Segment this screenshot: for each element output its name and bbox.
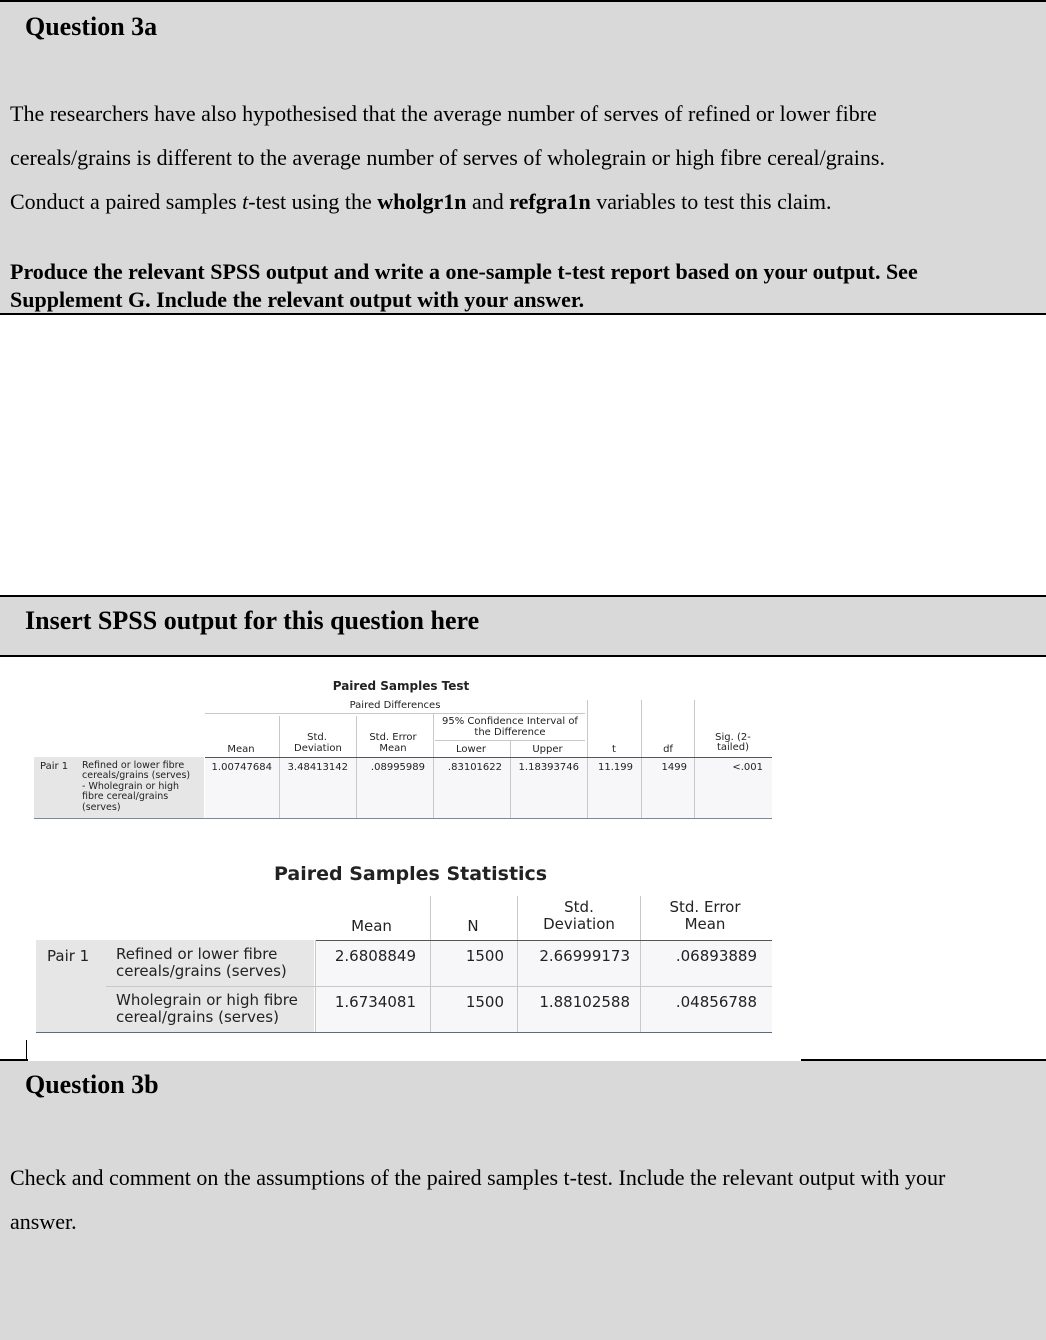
paired-test-sig: <.001 (732, 762, 763, 773)
question-3b-paragraph (10, 1156, 1044, 1244)
insert-output-title: Insert SPSS output for this question here (25, 606, 480, 635)
paired-test-sd: 3.48413142 (287, 762, 348, 773)
instruction-line-2: Supplement G. Include the relevant output with your answer. (10, 287, 585, 312)
stats-col-sd-header: Std. Deviation (543, 898, 615, 933)
paired-test-title: Paired Samples Test (332, 679, 470, 693)
paragraph-line-3-prefix: Conduct a paired samples (10, 189, 243, 214)
col-mean-header: Mean (227, 744, 255, 755)
variable-wholgr1n: wholgr1n (377, 189, 467, 214)
paired-test-se: .08995989 (370, 762, 425, 773)
col-sig-header: Sig. (2-tailed) (715, 732, 751, 753)
stats-col-se-header: Std. Error Mean (669, 898, 741, 933)
col-t-header: t (612, 744, 616, 755)
paired-test-lower: .83101622 (447, 762, 502, 773)
question-3a-paragraph (10, 92, 1040, 224)
stats-pair-label: Pair 1 (47, 947, 90, 965)
paragraph-line-1: The researchers have also hypothesised that the average number of serves of refined or lower fibre (10, 101, 877, 126)
question-3a-instruction (10, 258, 1040, 314)
paired-test-pair-label: Pair 1 (40, 761, 69, 772)
paired-test-mean: 1.00747684 (211, 762, 272, 773)
paired-test-row-label: Refined or lower fibre cereals/grains (serves) - Wholegrain or high fibre cereal/grains (serves) (82, 760, 191, 813)
paragraph-line-3-mid2: and (466, 189, 510, 214)
ci-header: 95% Confidence Interval of the Difference (442, 716, 578, 738)
paragraph-line-3-suffix: variables to test this claim. (590, 189, 832, 214)
t-italic: t (242, 189, 249, 214)
stats-row-1-mean: 2.6808849 (334, 947, 416, 965)
paired-differences-header: Paired Differences (349, 700, 441, 711)
paired-stats-title: Paired Samples Statistics (274, 863, 548, 885)
paired-test-t: 11.199 (598, 762, 633, 773)
stats-row-1-label: Refined or lower fibre cereals/grains (serves) (116, 945, 287, 980)
col-lower-header: Lower (456, 744, 486, 755)
q3b-line-1: Check and comment on the assumptions of the paired samples t-test. Include the relevant output with your (10, 1165, 946, 1190)
col-upper-header: Upper (532, 744, 563, 755)
paired-test-upper: 1.18393746 (518, 762, 579, 773)
stats-row-1-n: 1500 (465, 947, 504, 965)
q3b-line-2: answer. (10, 1209, 77, 1234)
col-df-header: df (663, 744, 673, 755)
paired-test-df: 1499 (661, 762, 687, 773)
stats-row-2-n: 1500 (465, 993, 504, 1011)
col-sd-header: Std. Deviation (294, 732, 342, 754)
stats-col-mean-header: Mean (351, 917, 392, 935)
paragraph-line-3 (10, 180, 1040, 224)
variable-refgra1n: refgra1n (509, 189, 591, 214)
stats-row-1-sd: 2.66999173 (539, 947, 630, 965)
question-3b-title: Question 3b (25, 1070, 159, 1099)
stats-row-2-se: .04856788 (675, 993, 757, 1011)
paragraph-line-2: cereals/grains is different to the average number of serves of wholegrain or high fibre cereal/grains. (10, 145, 885, 170)
instruction-line-1: Produce the relevant SPSS output and write a one-sample t-test report based on your output. See (10, 259, 918, 284)
text-cursor (26, 1040, 27, 1060)
stats-row-2-mean: 1.6734081 (334, 993, 416, 1011)
stats-row-2-label: Wholegrain or high fibre cereal/grains (serves) (116, 991, 298, 1026)
stats-col-n-header: N (467, 917, 479, 935)
question-3a-title: Question 3a (25, 12, 158, 41)
stats-row-1-se: .06893889 (675, 947, 757, 965)
stats-row-2-sd: 1.88102588 (539, 993, 630, 1011)
col-se-header: Std. Error Mean (369, 732, 417, 754)
paragraph-line-3-mid1: -test using the (248, 189, 378, 214)
